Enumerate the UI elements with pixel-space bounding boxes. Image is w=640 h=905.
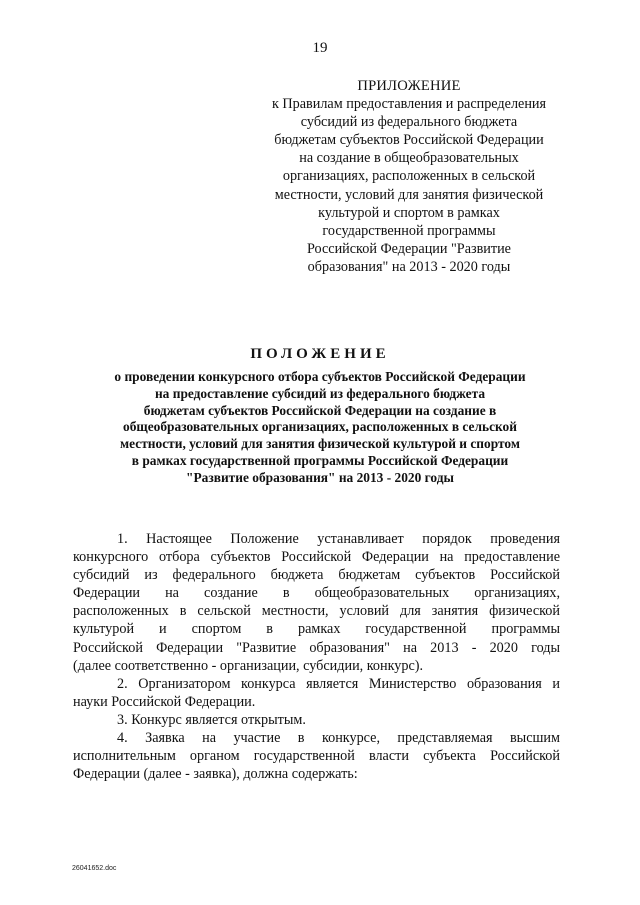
- appendix-line: организациях, расположенных в сельской: [282, 168, 536, 185]
- subtitle-line: на предоставление субсидий из федерального бюджета: [154, 385, 486, 401]
- paragraph-line: расположенных в сельской местности, условий для занятия физической: [73, 603, 560, 620]
- subtitle-line: местности, условий для занятия физической культурой и спортом: [120, 436, 520, 452]
- paragraph-line: Федерации (далее - заявка), должна содержать:: [73, 766, 358, 783]
- subtitle-line: бюджетам субъектов Российской Федерации на создание в: [143, 402, 497, 418]
- paragraph-line: конкурсного отбора субъектов Российской Федерации на предоставление: [73, 549, 560, 566]
- paragraph-1: [73, 530, 560, 675]
- appendix-line: местности, условий для занятия физической: [274, 186, 544, 203]
- regulation-subtitle: [70, 369, 570, 487]
- paragraph-line: Российской Федерации "Развитие образования" на 2013 - 2020 годы: [73, 639, 560, 656]
- appendix-title: ПРИЛОЖЕНИЕ: [357, 78, 461, 94]
- paragraph-line: 1. Настоящее Положение устанавливает порядок проведения: [117, 531, 560, 547]
- paragraph-3: [73, 711, 560, 729]
- subtitle-line: общеобразовательных организациях, расположенных в сельской: [123, 419, 517, 435]
- paragraph-line: Федерации на создание в общеобразовательных организациях,: [73, 585, 560, 602]
- subtitle-line: в рамках государственной программы Российской Федерации: [131, 452, 509, 468]
- paragraph-4: [73, 729, 560, 783]
- appendix-block: [258, 77, 560, 276]
- subtitle-line: о проведении конкурсного отбора субъектов Российской Федерации: [114, 369, 526, 384]
- appendix-line: субсидий из федерального бюджета: [300, 114, 518, 131]
- appendix-line: культурой и спортом в рамках: [318, 204, 500, 221]
- appendix-line: образования" на 2013 - 2020 годы: [307, 258, 511, 275]
- appendix-line: бюджетам субъектов Российской Федерации: [274, 132, 544, 149]
- body-text: [73, 530, 560, 783]
- appendix-line: государственной программы: [322, 222, 496, 239]
- paragraph-line: (далее соответственно - организации, субсидии, конкурс).: [73, 657, 424, 674]
- paragraph-line: субсидий из федерального бюджета бюджетам субъектов Российской: [73, 567, 560, 584]
- paragraph-line: науки Российской Федерации.: [73, 693, 256, 710]
- paragraph-line: 3. Конкурс является открытым.: [117, 711, 306, 728]
- file-reference: 26041652.doc: [72, 865, 117, 872]
- paragraph-line: 4. Заявка на участие в конкурсе, представляемая высшим: [117, 730, 560, 747]
- appendix-line: к Правилам предоставления и распределения: [271, 96, 547, 113]
- paragraph-line: 2. Организатором конкурса является Министерство образования и: [117, 675, 560, 692]
- subtitle-line: "Развитие образования" на 2013 - 2020 годы: [186, 469, 454, 485]
- regulation-heading: ПОЛОЖЕНИЕ: [250, 346, 390, 362]
- appendix-line: на создание в общеобразовательных: [299, 150, 519, 167]
- paragraph-line: исполнительным органом государственной власти субъекта Российской: [73, 748, 560, 765]
- page-number: 19: [312, 40, 328, 56]
- paragraph-2: [73, 675, 560, 711]
- appendix-line: Российской Федерации "Развитие: [307, 240, 511, 257]
- paragraph-line: культурой и спортом в рамках государственной программы: [73, 621, 560, 638]
